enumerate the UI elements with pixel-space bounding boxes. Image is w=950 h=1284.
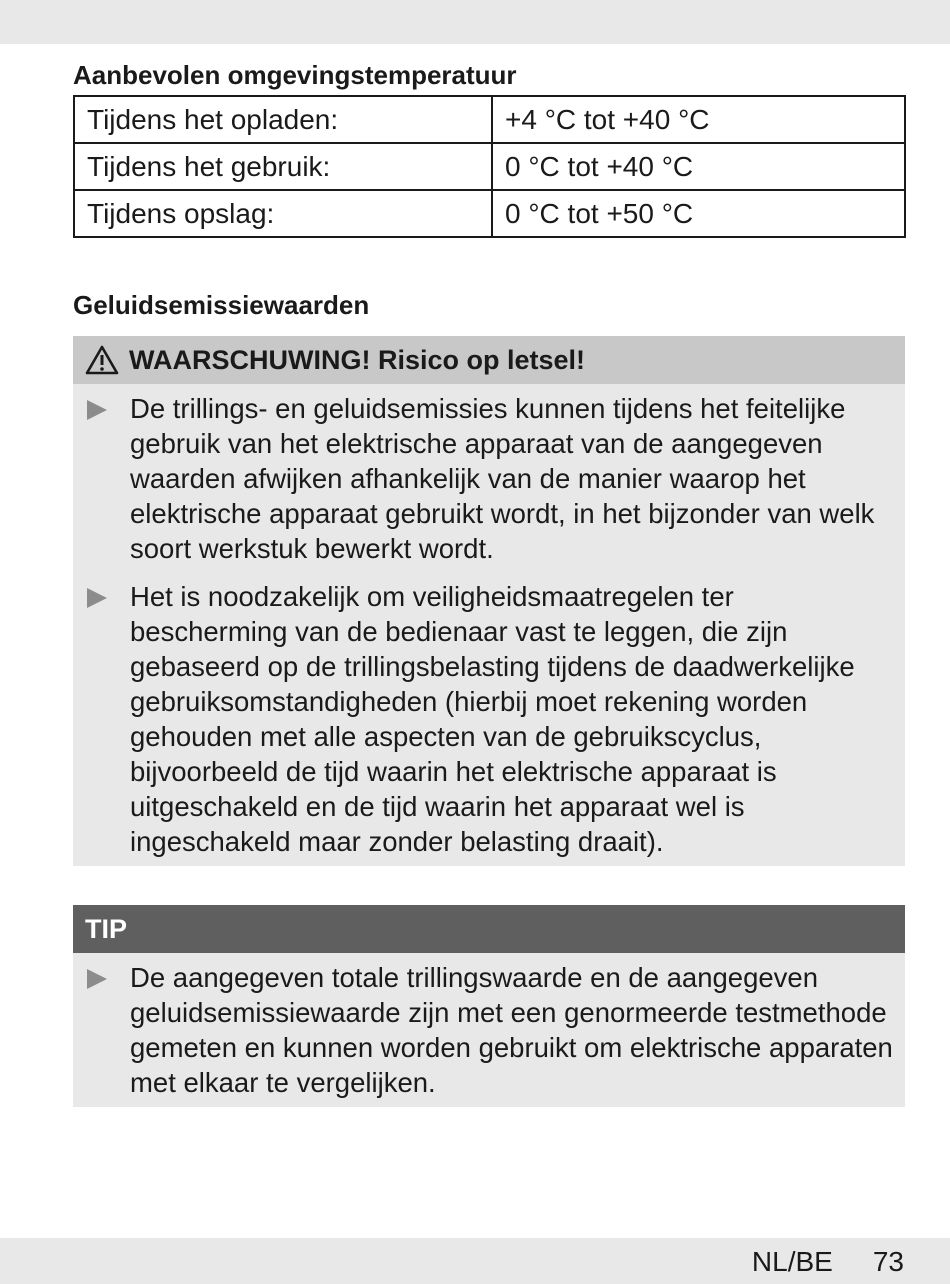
tip-title: TIP: [85, 913, 128, 944]
list-item-text: Het is noodzakelijk om veiligheidsmaatregelen ter bescherming van de bedienaar vast te leggen, die zijn gebaseerd op de trillingsbelasting tijdens de daadwerkelijke gebruiksomstandigheden (hierbij moet rekening worden gehouden met alle aspecten van de gebruikscyclus, bijvoorbeeld de tijd waarin het elektrische apparaat is uitgeschakeld en de tijd waarin het apparaat wel is ingeschakeld maar zonder belasting draait).: [130, 581, 855, 857]
bullet-arrow-icon: [87, 588, 107, 608]
table-cell-label: Tijdens het opladen:: [74, 96, 492, 143]
warning-box: [73, 336, 905, 866]
language-code: NL/BE: [751, 1246, 833, 1277]
table-cell-label: Tijdens het gebruik:: [74, 143, 492, 190]
table-cell-value: +4 °C tot +40 °C: [492, 96, 905, 143]
bullet-arrow-icon: [87, 969, 107, 989]
table-cell-label: Tijdens opslag:: [74, 190, 492, 237]
warning-triangle-icon: [85, 345, 119, 375]
list-item: [73, 579, 905, 859]
table-row: [74, 190, 905, 237]
warning-header: [73, 336, 905, 384]
bullet-arrow-icon: [87, 400, 107, 420]
temperature-table: [73, 95, 906, 238]
list-item-text: De aangegeven totale trillingswaarde en de aangegeven geluidsemissiewaarde zijn met een genormeerde testmethode gemeten en kunnen worden gebruikt om elektrische apparaten met elkaar te vergelijken.: [130, 962, 893, 1098]
temperature-heading: Aanbevolen omgevingstemperatuur: [73, 60, 517, 90]
table-row: [74, 143, 905, 190]
top-band: [0, 0, 950, 44]
list-item: [73, 960, 905, 1100]
table-cell-value: 0 °C tot +50 °C: [492, 190, 905, 237]
table-row: [74, 96, 905, 143]
tip-box: [73, 905, 905, 1107]
tip-header: [73, 905, 905, 953]
list-item-text: De trillings- en geluidsemissies kunnen tijdens het feitelijke gebruik van het elektrische apparaat van de aangegeven waarden afwijken afhankelijk van de manier waarop het elektrische apparaat gebruikt wordt, in het bijzonder van welk soort werkstuk bewerkt wordt.: [130, 393, 875, 564]
table-cell-value: 0 °C tot +40 °C: [492, 143, 905, 190]
page-footer: [752, 1246, 904, 1278]
warning-title: WAARSCHUWING! Risico op letsel!: [129, 344, 586, 375]
page-number: 73: [872, 1246, 904, 1277]
emission-heading: Geluidsemissiewaarden: [73, 290, 370, 320]
list-item: [73, 391, 905, 566]
